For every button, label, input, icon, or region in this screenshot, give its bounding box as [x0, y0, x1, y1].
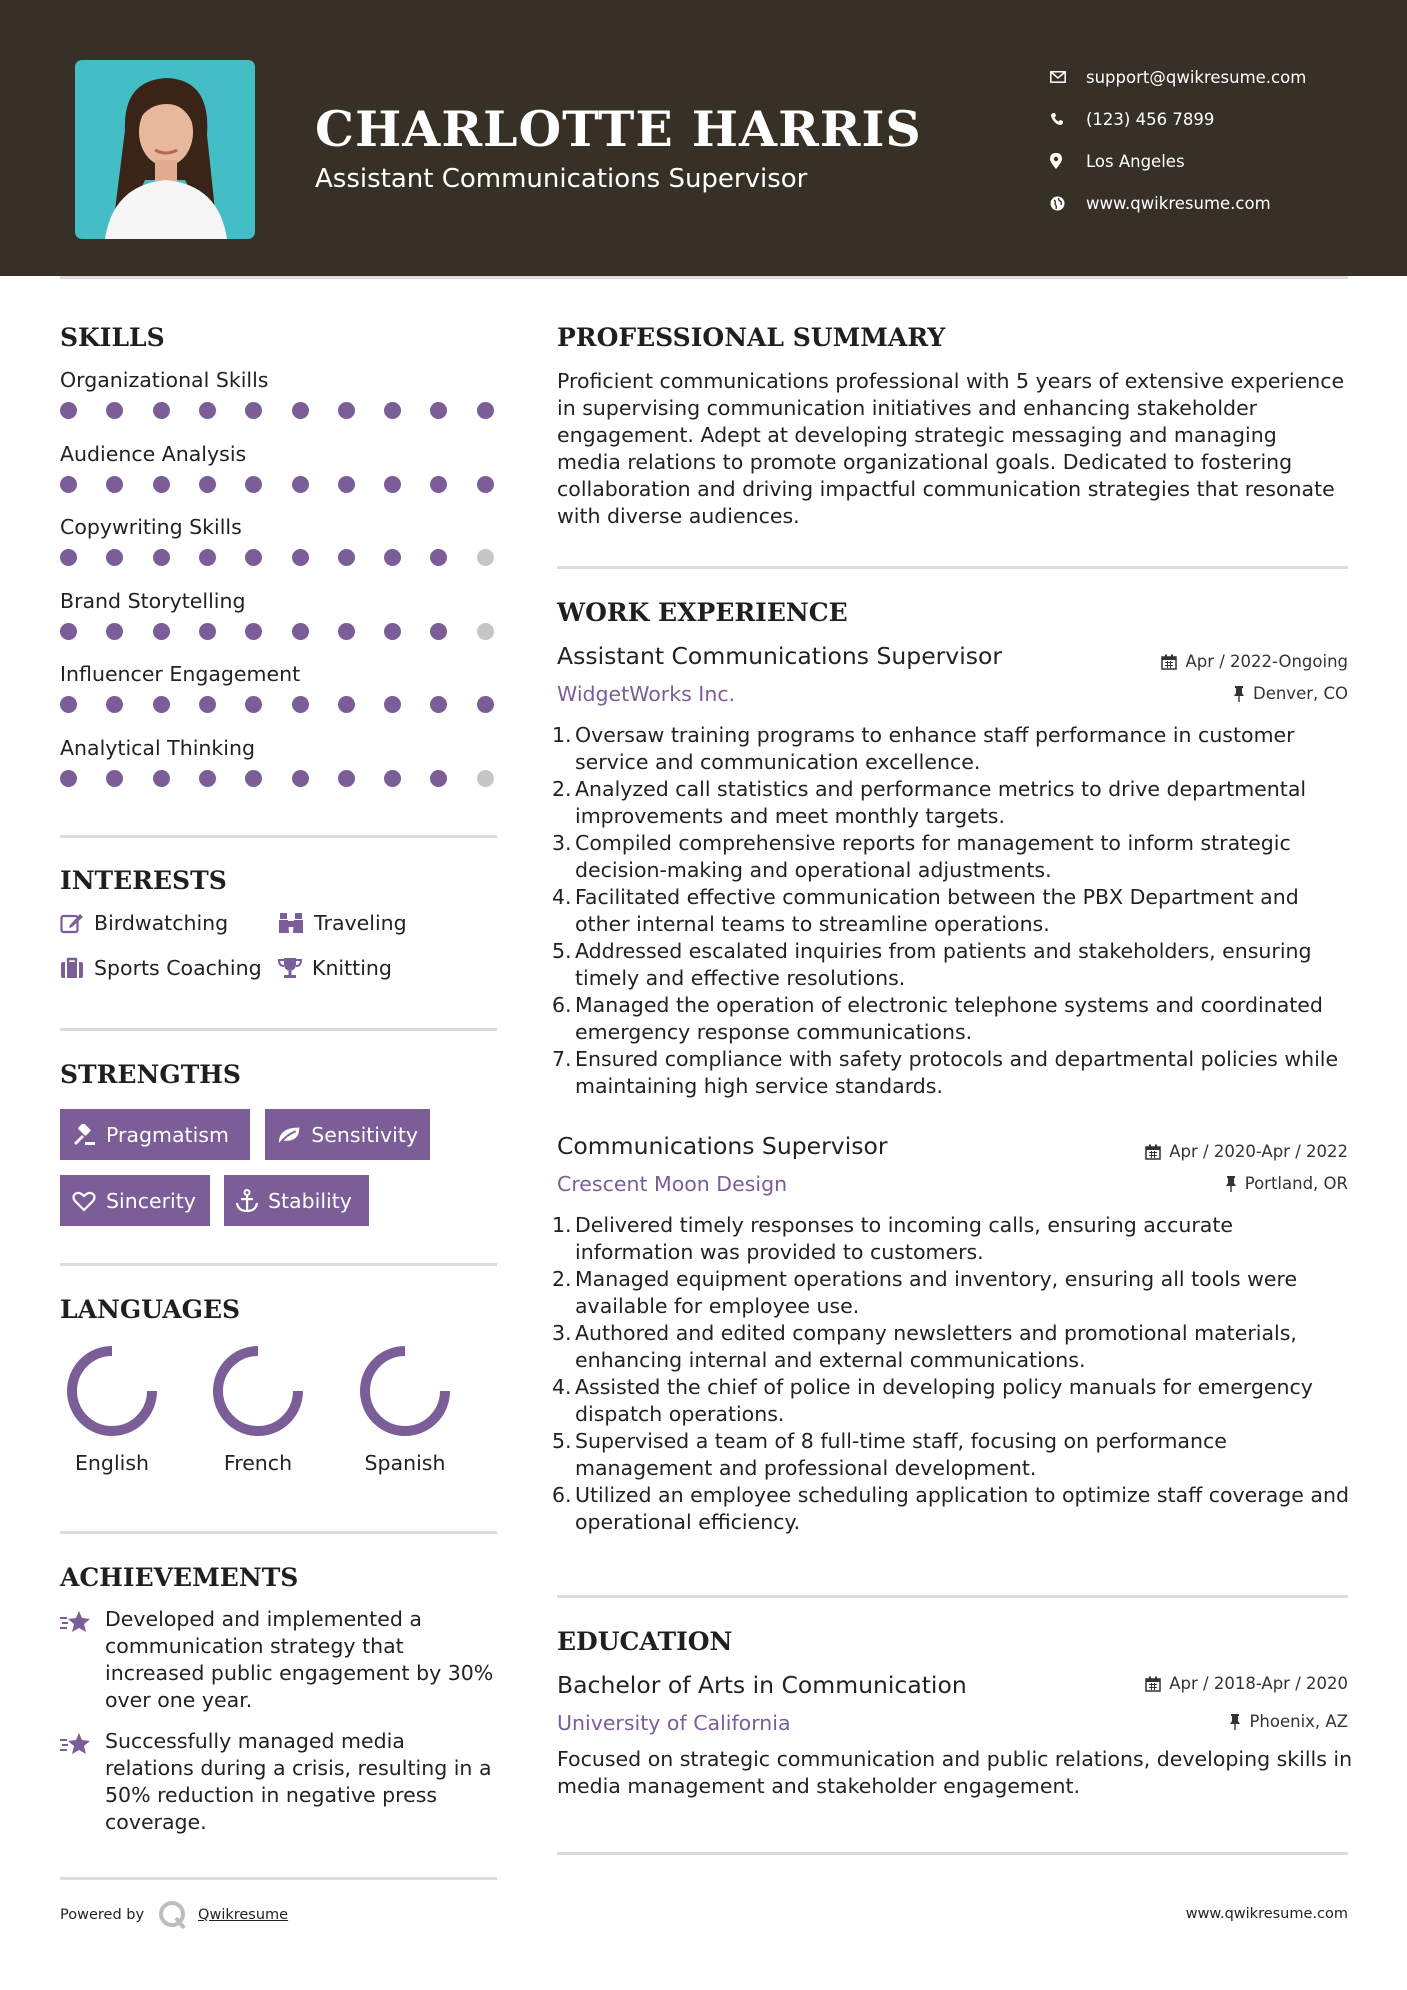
education-text: Focused on strategic communication and public relations, developing skills in media management and stakeholder engagement.	[557, 1747, 1353, 1798]
strength-label: Pragmatism	[106, 1122, 229, 1147]
duty-list	[552, 1212, 1357, 1536]
skill-dot-filled	[199, 549, 216, 566]
location-text: Los Angeles	[1086, 151, 1185, 171]
section-divider	[60, 1531, 497, 1534]
contact-info	[1050, 56, 1380, 224]
education-location	[1229, 1712, 1348, 1731]
job-dates	[1145, 1142, 1348, 1161]
languages-heading: LANGUAGES	[60, 1295, 241, 1324]
skill-dot-filled	[384, 696, 401, 713]
gavel-icon	[72, 1124, 96, 1146]
skill-dot-filled	[338, 476, 355, 493]
contact-website[interactable]	[1050, 182, 1380, 224]
education-dates	[1145, 1674, 1348, 1693]
strength-badge	[224, 1175, 369, 1226]
skill-rating	[60, 692, 500, 716]
skill-dot-filled	[199, 696, 216, 713]
interest-item	[278, 911, 407, 935]
candidate-title: Assistant Communications Supervisor	[315, 164, 808, 194]
skill-dot-filled	[60, 623, 77, 640]
duty-item: 7. Ensured compliance with safety protocols and departmental policies while maintaining high service standards.	[552, 1047, 1339, 1098]
anchor-icon	[236, 1189, 258, 1213]
skill-dot-filled	[245, 402, 262, 419]
website-text: www.qwikresume.com	[1086, 193, 1271, 213]
skill-dot-filled	[477, 476, 494, 493]
language-name: French	[223, 1451, 293, 1475]
interests-heading: INTERESTS	[60, 866, 227, 895]
binoculars-icon	[278, 912, 304, 934]
contact-location	[1050, 140, 1380, 182]
strengths-heading: STRENGTHS	[60, 1060, 241, 1089]
duty-item: 6. Utilized an employee scheduling application to optimize staff coverage and operational efficiency.	[552, 1483, 1349, 1534]
skill-dot-empty	[477, 549, 494, 566]
header-divider	[60, 276, 1348, 279]
calendar-icon	[1145, 1676, 1161, 1692]
job-title: Communications Supervisor	[557, 1132, 888, 1160]
duty-item: 2. Analyzed call statistics and performance metrics to drive departmental improvements and meet monthly targets.	[552, 777, 1307, 828]
skill-dot-filled	[60, 549, 77, 566]
powered-by	[60, 1898, 288, 1932]
duty-item: 2. Managed equipment operations and inventory, ensuring all tools were available for employee use.	[552, 1267, 1298, 1318]
qwikresume-logo-icon	[156, 1898, 190, 1932]
duty-list	[552, 722, 1357, 1100]
language-item	[203, 1345, 313, 1475]
section-divider	[557, 566, 1348, 569]
achievement-item	[60, 1728, 500, 1836]
skill-item	[60, 587, 500, 643]
skill-dot-filled	[292, 476, 309, 493]
qwikresume-link[interactable]: Qwikresume	[198, 1907, 289, 1923]
skill-dot-filled	[430, 476, 447, 493]
company-name: Crescent Moon Design	[557, 1172, 788, 1196]
skill-item	[60, 734, 500, 790]
language-name: English	[74, 1451, 150, 1475]
contact-email[interactable]	[1050, 56, 1380, 98]
skill-dot-filled	[292, 696, 309, 713]
skill-dot-filled	[477, 402, 494, 419]
star-icon	[60, 1728, 105, 1836]
duty-item: 6. Managed the operation of electronic telephone systems and coordinated emergency response communications.	[552, 993, 1323, 1044]
skill-rating	[60, 619, 500, 643]
skill-name: Brand Storytelling	[60, 589, 246, 613]
job-dates-text: Apr / 2022-Ongoing	[1185, 652, 1348, 671]
school-name: University of California	[557, 1711, 791, 1735]
pushpin-icon	[1229, 1714, 1241, 1730]
pushpin-icon	[1225, 1176, 1237, 1192]
skill-rating	[60, 766, 500, 790]
skill-dot-filled	[245, 476, 262, 493]
heart-icon	[72, 1190, 96, 1212]
skill-dot-filled	[384, 770, 401, 787]
leaf-icon	[277, 1125, 301, 1145]
duty-item: 1. Oversaw training programs to enhance staff performance in customer service and communication excellence.	[552, 723, 1295, 774]
skill-item	[60, 513, 500, 569]
map-pin-icon	[1050, 151, 1086, 171]
skill-dot-filled	[199, 623, 216, 640]
strength-label: Sensitivity	[311, 1122, 418, 1147]
star-icon	[60, 1606, 105, 1714]
skill-dot-filled	[153, 402, 170, 419]
portrait-image	[75, 60, 255, 239]
skill-dot-filled	[292, 549, 309, 566]
skill-dot-filled	[430, 402, 447, 419]
job-location	[1225, 1174, 1348, 1193]
skill-dot-filled	[338, 402, 355, 419]
trophy-icon	[278, 957, 302, 979]
strength-label: Stability	[268, 1188, 352, 1213]
skill-item	[60, 366, 500, 422]
education-location-text: Phoenix, AZ	[1249, 1712, 1348, 1731]
skill-dot-filled	[338, 549, 355, 566]
interest-item	[60, 956, 262, 980]
skill-dot-filled	[153, 770, 170, 787]
skill-name: Analytical Thinking	[60, 736, 255, 760]
job-title: Assistant Communications Supervisor	[557, 642, 1003, 670]
skill-dot-filled	[60, 696, 77, 713]
skill-dot-filled	[199, 476, 216, 493]
skill-dot-filled	[199, 402, 216, 419]
skill-rating	[60, 398, 500, 422]
skill-dot-filled	[106, 696, 123, 713]
section-divider	[557, 1595, 1348, 1598]
summary-heading: PROFESSIONAL SUMMARY	[557, 323, 946, 352]
email-text: support@qwikresume.com	[1086, 67, 1307, 87]
strength-badge	[60, 1109, 250, 1160]
strength-badge	[60, 1175, 210, 1226]
job-location-text: Denver, CO	[1252, 684, 1348, 703]
summary-text: Proficient communications professional with 5 years of extensive experience in supervising communication initiatives and enhancing stakeholder engagement. Adept at developing strategic messaging and managing media relations to promote organizational goals. Dedicated to fostering collaboration and driving impactful communication strategies that resonate with diverse audiences.	[557, 369, 1345, 528]
education-heading: EDUCATION	[557, 1627, 733, 1656]
skill-dot-filled	[477, 696, 494, 713]
language-gauge	[212, 1345, 304, 1437]
envelope-icon	[1050, 67, 1086, 87]
skill-dot-filled	[106, 402, 123, 419]
achievements-heading: ACHIEVEMENTS	[60, 1563, 299, 1592]
skill-dot-filled	[60, 476, 77, 493]
resume-header	[0, 0, 1407, 276]
interest-label: Birdwatching	[94, 911, 229, 935]
skill-dot-filled	[430, 623, 447, 640]
skill-dot-filled	[292, 770, 309, 787]
interest-item	[278, 956, 392, 980]
skill-dot-filled	[245, 549, 262, 566]
language-item	[57, 1345, 167, 1475]
job-dates	[1161, 652, 1348, 671]
duty-item: 3. Authored and edited company newsletters and promotional materials, enhancing internal and external communications.	[552, 1321, 1297, 1372]
section-divider	[557, 1852, 1348, 1855]
footer-website[interactable]: www.qwikresume.com	[1185, 1906, 1348, 1922]
duty-item: 4. Assisted the chief of police in developing policy manuals for emergency dispatch operations.	[552, 1375, 1313, 1426]
education-dates-text: Apr / 2018-Apr / 2020	[1169, 1674, 1348, 1693]
achievement-text: Successfully managed media relations during a crisis, resulting in a 50% reduction in negative press coverage.	[105, 1729, 492, 1834]
duty-item: 5. Addressed escalated inquiries from patients and stakeholders, ensuring timely and effective resolutions.	[552, 939, 1312, 990]
degree-title: Bachelor of Arts in Communication	[557, 1671, 967, 1699]
duty-item: 3. Compiled comprehensive reports for management to inform strategic decision-making and operational adjustments.	[552, 831, 1291, 882]
strength-label: Sincerity	[106, 1188, 196, 1213]
section-divider	[60, 1877, 497, 1880]
job-dates-text: Apr / 2020-Apr / 2022	[1169, 1142, 1348, 1161]
company-name: WidgetWorks Inc.	[557, 682, 736, 706]
skill-dot-empty	[477, 623, 494, 640]
skill-dot-empty	[477, 770, 494, 787]
powered-by-text: Powered by	[60, 1907, 145, 1923]
language-gauge	[359, 1345, 451, 1437]
contact-phone[interactable]	[1050, 98, 1380, 140]
interest-label: Traveling	[314, 911, 407, 935]
skill-dot-filled	[153, 696, 170, 713]
globe-icon	[1050, 193, 1086, 213]
skill-dot-filled	[292, 623, 309, 640]
skill-dot-filled	[292, 402, 309, 419]
interest-item	[60, 911, 228, 935]
skill-dot-filled	[430, 549, 447, 566]
skill-dot-filled	[60, 402, 77, 419]
duty-item: 1. Delivered timely responses to incoming calls, ensuring accurate information was provided to customers.	[552, 1213, 1234, 1264]
skill-dot-filled	[245, 623, 262, 640]
skill-dot-filled	[384, 476, 401, 493]
skill-dot-filled	[430, 770, 447, 787]
skill-dot-filled	[245, 770, 262, 787]
skill-dot-filled	[153, 623, 170, 640]
skill-name: Audience Analysis	[60, 442, 247, 466]
phone-icon	[1050, 109, 1086, 129]
skill-dot-filled	[245, 696, 262, 713]
skill-dot-filled	[153, 549, 170, 566]
section-divider	[60, 1028, 497, 1031]
achievement-item	[60, 1606, 500, 1714]
skill-name: Organizational Skills	[60, 368, 269, 392]
skill-name: Copywriting Skills	[60, 515, 242, 539]
skill-dot-filled	[199, 770, 216, 787]
skill-dot-filled	[430, 696, 447, 713]
skill-dot-filled	[106, 476, 123, 493]
job-location	[1233, 684, 1348, 703]
skill-item	[60, 660, 500, 716]
achievement-text: Developed and implemented a communication strategy that increased public engagement by 30% over one year.	[105, 1607, 494, 1712]
profile-photo	[75, 60, 255, 239]
interest-label: Sports Coaching	[94, 956, 262, 980]
briefcase-icon	[60, 957, 84, 979]
skill-item	[60, 440, 500, 496]
section-divider	[60, 1263, 497, 1266]
pushpin-icon	[1233, 686, 1245, 702]
experience-heading: WORK EXPERIENCE	[557, 598, 848, 627]
skill-rating	[60, 472, 500, 496]
skill-dot-filled	[338, 770, 355, 787]
strength-badge	[265, 1109, 430, 1160]
interest-label: Knitting	[312, 956, 392, 980]
language-item	[350, 1345, 460, 1475]
skill-dot-filled	[153, 476, 170, 493]
skill-dot-filled	[338, 623, 355, 640]
skills-heading: SKILLS	[60, 323, 165, 352]
calendar-icon	[1161, 654, 1177, 670]
duty-item: 4. Facilitated effective communication between the PBX Department and other internal teams to streamline operations.	[552, 885, 1299, 936]
skill-dot-filled	[106, 623, 123, 640]
section-divider	[60, 835, 497, 838]
skill-dot-filled	[106, 549, 123, 566]
skill-dot-filled	[338, 696, 355, 713]
pencil-square-icon	[60, 912, 84, 934]
skill-dot-filled	[384, 549, 401, 566]
job-location-text: Portland, OR	[1244, 1174, 1348, 1193]
language-name: Spanish	[364, 1451, 446, 1475]
candidate-name: CHARLOTTE HARRIS	[315, 100, 922, 158]
skill-name: Influencer Engagement	[60, 662, 301, 686]
language-gauge	[66, 1345, 158, 1437]
phone-text: (123) 456 7899	[1086, 109, 1215, 129]
skill-rating	[60, 545, 500, 569]
calendar-icon	[1145, 1144, 1161, 1160]
duty-item: 5. Supervised a team of 8 full-time staff, focusing on performance management and professional development.	[552, 1429, 1227, 1480]
skill-dot-filled	[384, 402, 401, 419]
skill-dot-filled	[60, 770, 77, 787]
skill-dot-filled	[384, 623, 401, 640]
skill-dot-filled	[106, 770, 123, 787]
